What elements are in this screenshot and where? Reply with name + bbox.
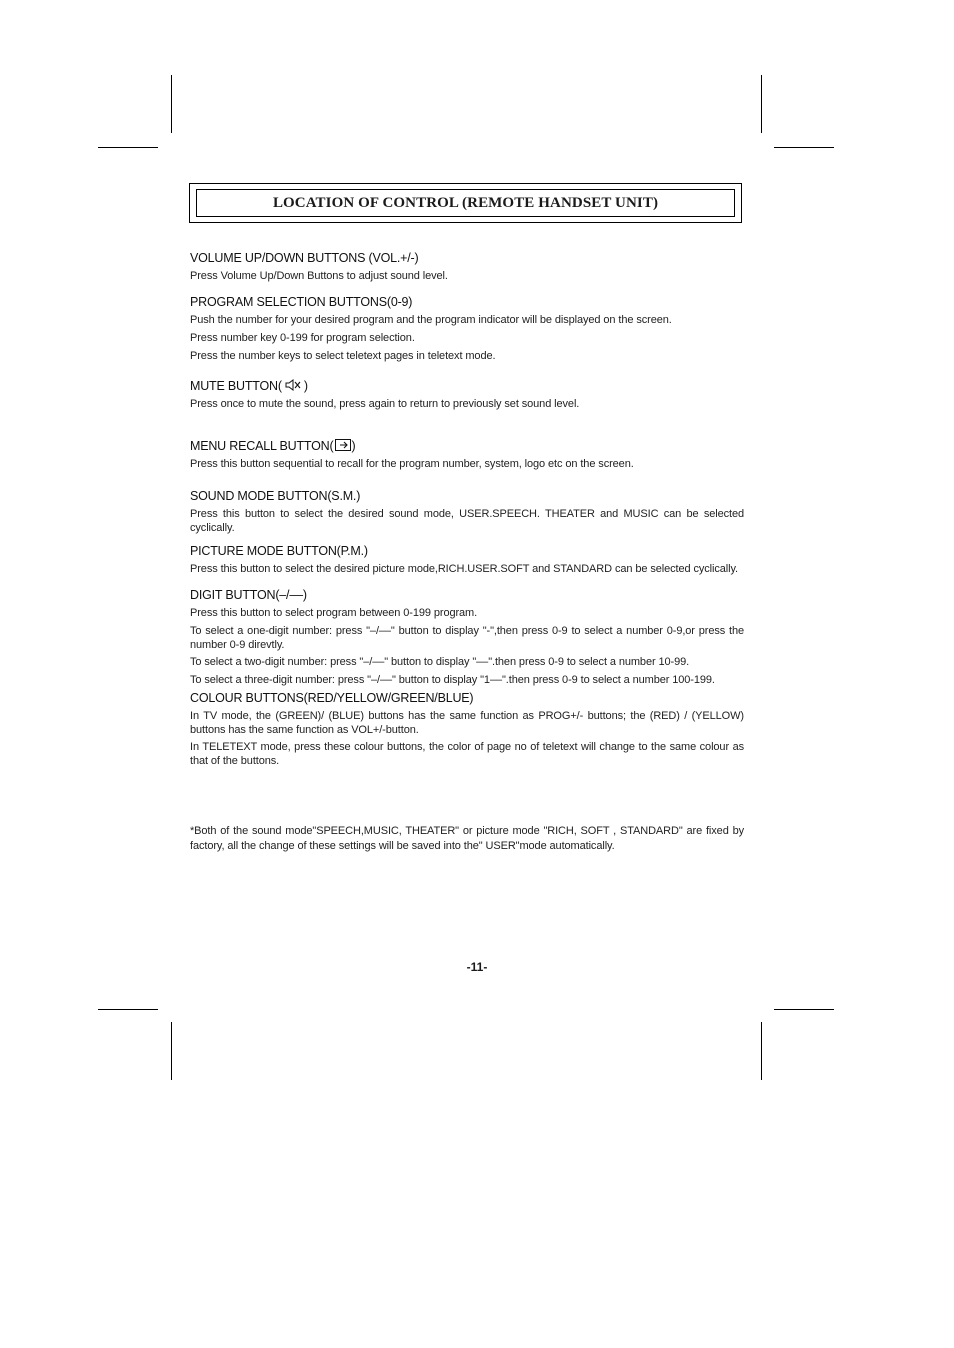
- page-number: -11-: [466, 960, 488, 974]
- section-sound-mode: [190, 488, 744, 535]
- section-paragraph: Press this button to select the desired picture mode,RICH.USER.SOFT and STANDARD can be selected cyclically.: [190, 563, 738, 575]
- section-paragraph: To select a two-digit number: press "–/––" button to display "––".then press 0-9 to select a number 10-99.: [190, 656, 690, 668]
- footnote: [190, 824, 744, 854]
- section-heading: PICTURE MODE BUTTON(P.M.): [190, 544, 368, 558]
- section-paragraph: Press this button sequential to recall for the program number, system, logo etc on the screen.: [190, 458, 634, 470]
- title-inner-frame: [196, 189, 735, 217]
- section-paragraph: To select a three-digit number: press "–/––" button to display "1––".then press 0-9 to select a number 100-199.: [190, 674, 715, 686]
- section-picture-mode: [190, 543, 744, 577]
- heading-text-post: ): [351, 439, 356, 453]
- crop-mark-top-right-horizontal: [774, 147, 834, 148]
- section-heading: DIGIT BUTTON(–/––): [190, 588, 307, 602]
- mute-speaker-icon: [285, 379, 301, 391]
- section-paragraph: In TELETEXT mode, press these colour buttons, the color of page no of teletext will change to the same colour as that of the buttons.: [190, 741, 744, 767]
- title-box: [189, 183, 742, 223]
- section-paragraph: Press once to mute the sound, press again to return to previously set sound level.: [190, 398, 580, 410]
- section-heading: SOUND MODE BUTTON(S.M.): [190, 489, 361, 503]
- content: [190, 250, 744, 857]
- section-paragraph: Push the number for your desired program and the program indicator will be displayed on the screen.: [190, 314, 672, 326]
- section-heading: VOLUME UP/DOWN BUTTONS (VOL.+/-): [190, 251, 419, 265]
- heading-text-pre: MENU RECALL BUTTON(: [190, 439, 334, 453]
- crop-mark-top-right-vertical: [761, 75, 762, 133]
- section-paragraph: To select a one-digit number: press "–/––" button to display "-",then press 0-9 to select a number 0-9,or press the number 0-9 direvtly.: [190, 625, 744, 651]
- section-paragraph: Press Volume Up/Down Buttons to adjust sound level.: [190, 270, 448, 282]
- section-heading: COLOUR BUTTONS(RED/YELLOW/GREEN/BLUE): [190, 691, 474, 705]
- section-heading: PROGRAM SELECTION BUTTONS(0-9): [190, 295, 413, 309]
- section-colour: [190, 690, 744, 768]
- crop-mark-top-left-vertical: [171, 75, 172, 133]
- section-menu-recall: [190, 438, 744, 472]
- crop-mark-bottom-left-horizontal: [98, 1009, 158, 1010]
- section-paragraph: In TV mode, the (GREEN)/ (BLUE) buttons has the same function as PROG+/- buttons; the (RED) / (YELLOW) buttons has the same function as VOL+/-button.: [190, 710, 744, 736]
- section-paragraph: Press this button to select the desired sound mode, USER.SPEECH. THEATER and MUSIC can be selected cyclically.: [190, 508, 744, 534]
- section-volume: [190, 250, 744, 284]
- crop-mark-bottom-left-vertical: [171, 1022, 172, 1080]
- section-paragraph: Press this button to select program between 0-199 program.: [190, 607, 478, 619]
- section-heading: [190, 438, 744, 455]
- page-title: LOCATION OF CONTROL (REMOTE HANDSET UNIT): [272, 194, 659, 211]
- menu-recall-icon: [335, 439, 351, 451]
- section-mute: [190, 378, 744, 412]
- crop-mark-bottom-right-horizontal: [774, 1009, 834, 1010]
- section-paragraph: Press the number keys to select teletext pages in teletext mode.: [190, 350, 496, 362]
- crop-mark-bottom-right-vertical: [761, 1022, 762, 1080]
- crop-mark-top-left-horizontal: [98, 147, 158, 148]
- section-heading: [190, 378, 744, 395]
- footnote-text: *Both of the sound mode"SPEECH,MUSIC, THEATER" or picture mode "RICH, SOFT , STANDARD" are fixed by factory, all the change of these settings will be saved into the" USER"mode automatically.: [190, 825, 744, 852]
- section-digit: [190, 587, 744, 687]
- heading-text-pre: MUTE BUTTON(: [190, 379, 282, 393]
- heading-text-post: ): [303, 379, 308, 393]
- section-program-selection: [190, 294, 744, 364]
- section-paragraph: Press number key 0-199 for program selection.: [190, 332, 415, 344]
